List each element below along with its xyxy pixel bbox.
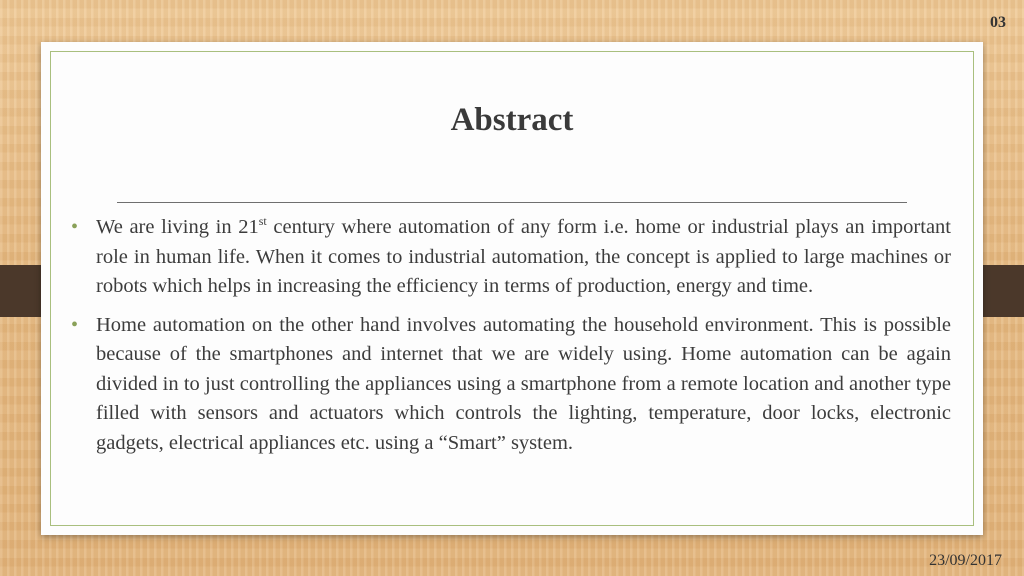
slide-title: Abstract — [450, 102, 574, 138]
bullet-1-superscript: st — [258, 214, 267, 229]
bullet-2-text: Home automation on the other hand involves automating the household environment. This is possible because of the smartphones and internet that we are widely using. Home automation can be again divided in to just controlling the appliances using a smartphone from a remote location and another type filled with sensors and actuators which controls the lighting, temperature, door locks, electronic gadgets, electrical appliances etc. using a “Smart” system. — [96, 313, 951, 454]
bullet-dot-icon: • — [71, 313, 79, 336]
slide-number: 03 — [990, 14, 1006, 31]
slide-date: 23/09/2017 — [929, 552, 1002, 569]
bullet-item-1 — [71, 213, 951, 302]
bullet-list — [71, 213, 951, 467]
content-card — [41, 42, 983, 535]
title-divider — [117, 202, 907, 203]
bullet-1-text-end: century where automation of any form i.e. home or industrial plays an important role in human life. When it comes to industrial automation, the concept is applied to large machines or robots which helps in increasing the efficiency in terms of production, energy and time. — [96, 216, 951, 297]
bullet-dot-icon: • — [71, 216, 79, 238]
bullet-item-2 — [71, 311, 951, 459]
bullet-1-text-start: We are living in 21 — [96, 216, 259, 238]
